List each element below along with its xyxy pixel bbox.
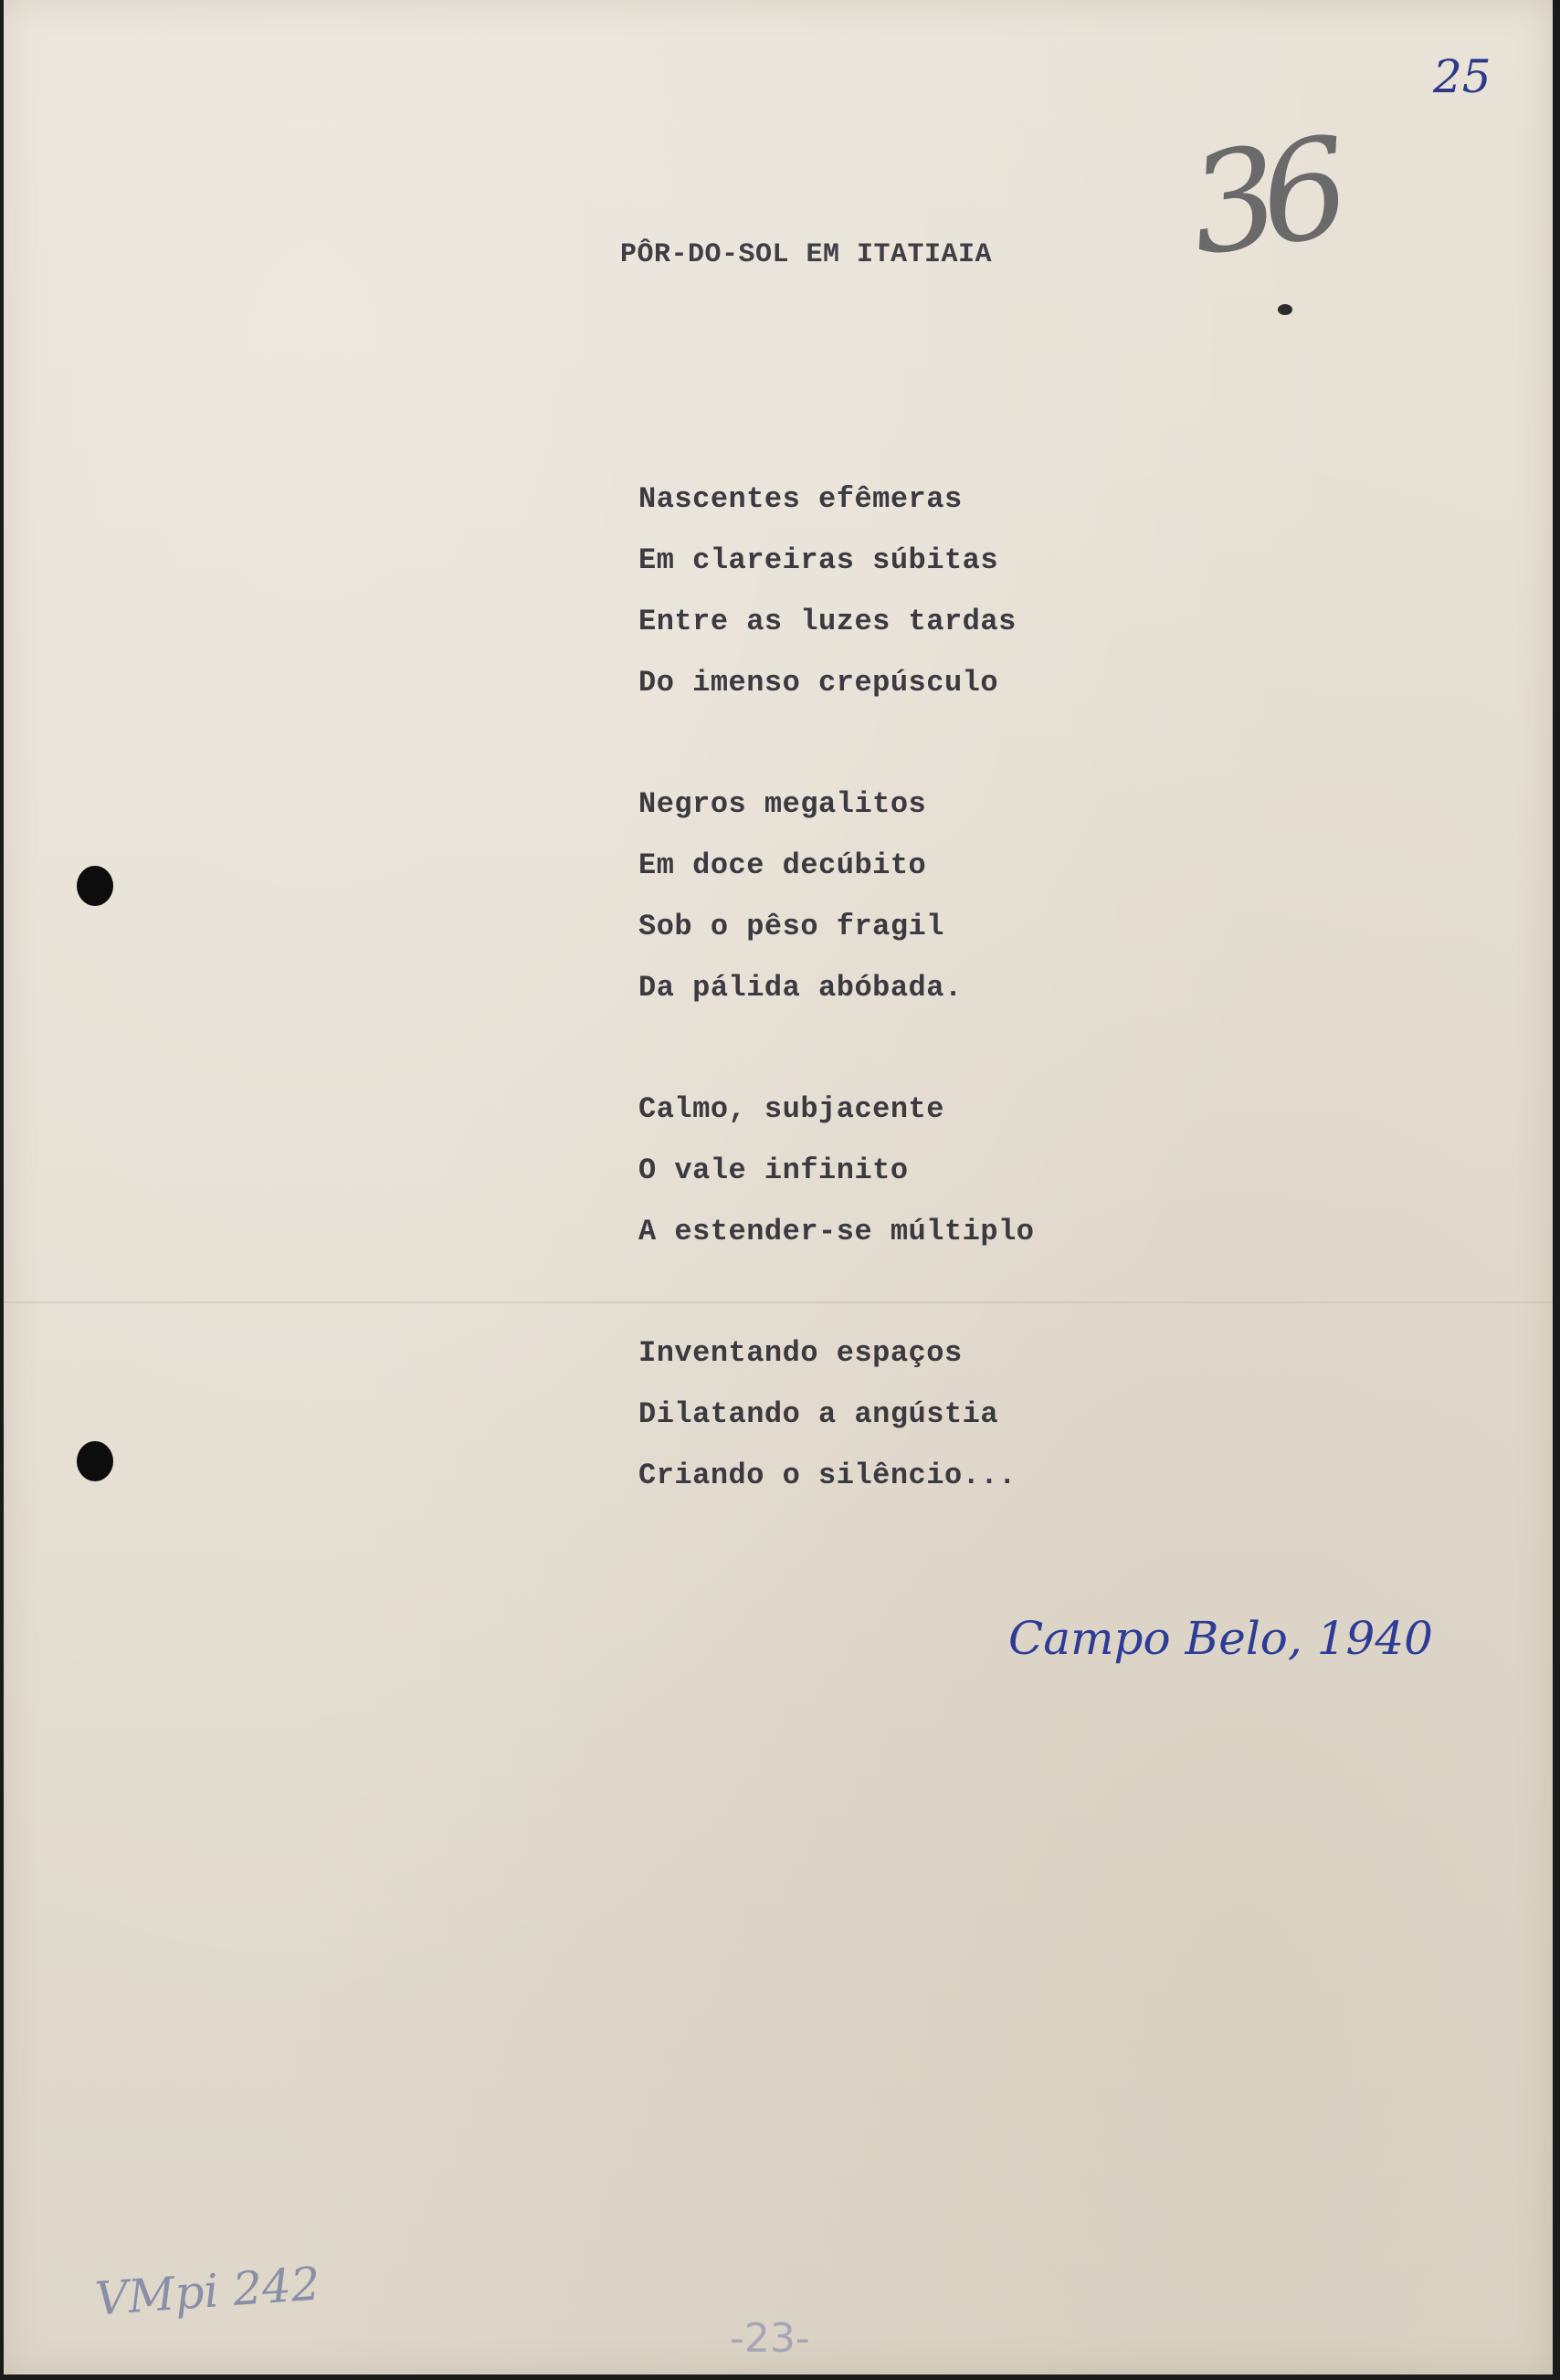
verse-line: Inventando espaços [638, 1336, 963, 1370]
folio-number-large: 36 [1180, 110, 1344, 287]
page-number: -23- [730, 2315, 810, 2362]
verse-line: Do imenso crepúsculo [638, 666, 999, 700]
verse-line: Em clareiras súbitas [638, 543, 999, 577]
paper-fold-line [4, 1301, 1553, 1303]
verse-line: Dilatando a angústia [638, 1397, 999, 1431]
verse-line: Nascentes efêmeras [638, 482, 963, 516]
punch-hole [77, 1441, 113, 1481]
poem-title: PÔR-DO-SOL EM ITATIAIA [620, 239, 993, 270]
verse-line: A estender-se múltiplo [638, 1215, 1035, 1248]
folio-number-top: 25 [1433, 50, 1491, 103]
verse-line: Em doce decúbito [638, 848, 927, 882]
punch-hole [77, 866, 113, 906]
verse-line: Da pálida abóbada. [638, 971, 963, 1005]
verse-line: O vale infinito [638, 1153, 909, 1187]
verse-line: Calmo, subjacente [638, 1092, 944, 1126]
manuscript-page [4, 0, 1553, 2375]
verse-line: Criando o silêncio... [638, 1459, 1017, 1492]
verse-line: Sob o pêso fragil [638, 910, 944, 943]
verse-line: Entre as luzes tardas [638, 605, 1017, 638]
ink-speck [1278, 304, 1292, 315]
place-date-note: Campo Belo, 1940 [1008, 1612, 1433, 1665]
verse-line: Negros megalitos [638, 787, 927, 821]
catalog-mark: VMpi 242 [93, 2257, 322, 2326]
